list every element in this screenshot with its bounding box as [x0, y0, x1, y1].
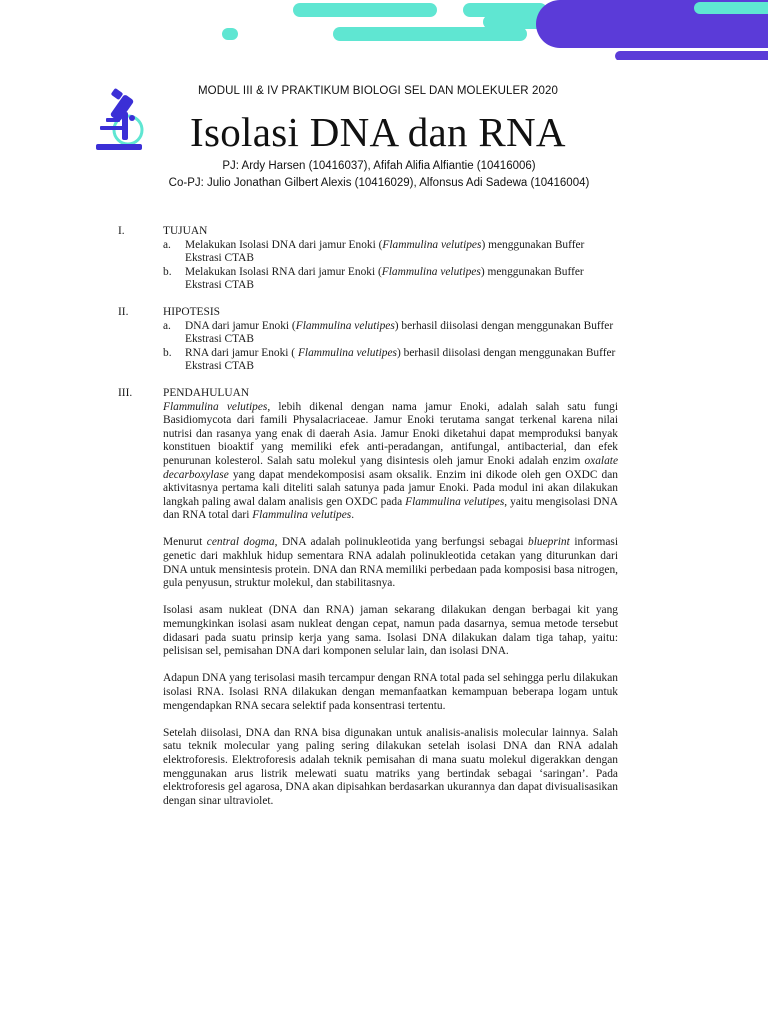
section-tujuan [112, 225, 618, 293]
para-emphasis: central dogma [206, 536, 275, 549]
item-text: ) berhasil diisolasi dengan menggunakan Buffer Ekstrasi CTAB [185, 319, 614, 346]
header-decoration [0, 0, 768, 60]
paragraph-2 [163, 536, 618, 590]
para-text: Menurut [163, 536, 207, 549]
list-item [163, 347, 618, 374]
section-title: TUJUAN [163, 225, 208, 237]
paragraph-4: Adapun DNA yang terisolasi masih tercampur dengan RNA total pada sel sehingga perlu dilakukan isolasi RNA. Isolasi RNA dilakukan dengan memanfaatkan kemampuan beberapa logam untuk mengendapkan RNA secara selektif pada konsentrasi tertentu. [163, 672, 618, 712]
para-emphasis: Flammulina velutipes [252, 509, 352, 522]
page-title: Isolasi DNA dan RNA [190, 109, 566, 155]
section-number: II. [118, 305, 129, 318]
item-species: Flammulina velutipes [381, 265, 481, 278]
item-text: ) menggunakan Buffer Ekstrasi CTAB [185, 238, 585, 265]
section-title: PENDAHULUAN [163, 386, 250, 399]
section-number: III. [118, 386, 133, 399]
section-title: HIPOTESIS [163, 305, 220, 318]
pj-line: PJ: Ardy Harsen (10416037), Afifah Alifia Alfiantie (10416006) [222, 160, 536, 172]
list-label: a. [163, 238, 171, 251]
para-text: informasi genetic dari makhluk hidup sementara RNA adalah polinukleotida cetakan yang diturunkan dari DNA untuk mensintesis protein. DNA dan RNA memiliki perbedaan pada komposisi basa nitrogen, gula penyusun, struktur molekul, dan stabilitasnya. [163, 536, 618, 590]
list-label: b. [163, 265, 172, 278]
item-text: DNA dari jamur Enoki ( [185, 319, 296, 332]
section-hipotesis [112, 306, 618, 374]
para-emphasis: Flammulina velutipes [163, 400, 268, 413]
item-text: Melakukan Isolasi DNA dari jamur Enoki ( [185, 238, 383, 251]
paragraph-5: Setelah diisolasi, DNA dan RNA bisa digunakan untuk analisis-analisis molecular lainnya. Salah satu teknik molecular yang paling sering dilakukan setelah isolasi DNA dan RNA adalah elektroforesis. Elektroforesis adalah teknik pemisahan di mana suatu molekul digerakkan dengan menggunakan arus listrik melewati suatu matriks yang bertindak sebagai ‘saringan’. Pada elektroforesis gel agarosa, DNA akan dipisahkan berdasarkan ukurannya dan dapat divisualisasikan dengan sinar ultraviolet. [163, 726, 618, 807]
para-text: . [351, 509, 355, 522]
copj-line: Co-PJ: Julio Jonathan Gilbert Alexis (10416029), Alfonsus Adi Sadewa (10416004) [168, 177, 590, 189]
list-item [163, 320, 618, 347]
list-label: a. [163, 319, 171, 332]
item-species: Flammulina velutipes [295, 319, 395, 332]
item-species: Flammulina velutipes [382, 238, 482, 251]
list-item [163, 266, 618, 293]
module-title: MODUL III & IV PRAKTIKUM BIOLOGI SEL DAN MOLEKULER 2020 [198, 85, 558, 97]
list-label: b. [163, 346, 172, 359]
para-emphasis: oxalate decarboxylase [163, 454, 618, 481]
para-emphasis: blueprint [528, 536, 570, 549]
item-text: ) menggunakan Buffer Ekstrasi CTAB [185, 265, 584, 292]
item-species: Flammulina velutipes [297, 346, 397, 359]
section-pendahuluan [112, 387, 618, 808]
para-text: , lebih dikenal dengan nama jamur Enoki, adalah salah satu fungi Basidiomycota dari famili Physalacriaceae. Jamur Enoki terutama sangat terkenal karena nilai nutrisi dan rasanya yang enak di daerah Asia. Jamur Enoki diketahui dapat memproduksi banyak konstituen bioaktif yang memiliki efek anti-peradangan, antifungal, antibacterial, dan efek penurunan kolesterol. Salah satu molekul yang disintesis oleh jamur Enoki adalah enzim [163, 400, 618, 467]
document-body [112, 225, 618, 821]
item-text: Melakukan Isolasi RNA dari jamur Enoki ( [185, 265, 382, 278]
item-text: RNA dari jamur Enoki ( [185, 346, 298, 359]
para-emphasis: Flammulina velutipes [405, 495, 505, 508]
para-text: , DNA adalah polinukleotida yang berfungsi sebagai [274, 536, 529, 549]
para-text: , yaitu mengisolasi DNA dan RNA total dari [163, 495, 618, 522]
section-number: I. [118, 225, 125, 237]
list-item [163, 239, 618, 266]
para-text: yang dapat mendekomposisi asam oksalik. Enzim ini dikode oleh gen OXDC dan aktivitasnya pertama kali diteliti salah satunya pada jamur Enoki. Pada modul ini akan dilakukan langkah paling awal dalam analisis gen OXDC pada [163, 468, 618, 508]
paragraph-3: Isolasi asam nukleat (DNA dan RNA) jaman sekarang dilakukan dengan berbagai kit yang memungkinkan isolasi asam nukleat dengan cepat, namun pada dasarnya, semua metode tersebut didasari pada suatu prinsip kerja yang sama. Isolasi DNA dilakukan dalam tiga tahap, yaitu: pelisisan sel, pemisahan DNA dari komponen selular lain, dan isolasi DNA. [163, 604, 618, 658]
item-text: ) berhasil diisolasi dengan menggunakan Buffer Ekstrasi CTAB [185, 346, 616, 373]
paragraph-1 [163, 401, 618, 523]
microscope-icon [92, 88, 148, 154]
